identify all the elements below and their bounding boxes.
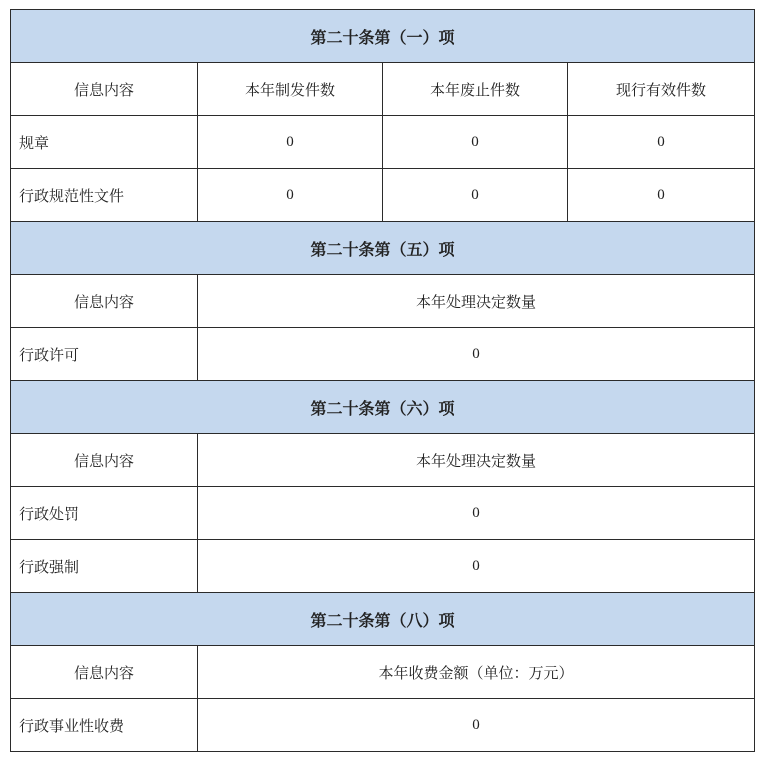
row-label: 行政规范性文件	[11, 169, 198, 222]
table-row	[11, 116, 755, 169]
section-title: 第二十条第（五）项	[11, 222, 755, 275]
header-cell: 信息内容	[11, 434, 198, 487]
header-cell: 信息内容	[11, 646, 198, 699]
table-row	[11, 540, 755, 593]
value-cell: 0	[568, 116, 755, 169]
table-row	[11, 487, 755, 540]
section-title-row	[11, 10, 755, 63]
header-cell: 本年处理决定数量	[198, 275, 755, 328]
row-label: 行政强制	[11, 540, 198, 593]
value-cell: 0	[383, 116, 568, 169]
header-row	[11, 646, 755, 699]
header-cell: 信息内容	[11, 275, 198, 328]
value-cell: 0	[198, 699, 755, 752]
value-cell: 0	[198, 487, 755, 540]
row-label: 规章	[11, 116, 198, 169]
header-cell: 本年收费金额（单位：万元）	[198, 646, 755, 699]
disclosure-table	[10, 9, 755, 752]
header-cell: 本年处理决定数量	[198, 434, 755, 487]
value-cell: 0	[198, 540, 755, 593]
header-row	[11, 275, 755, 328]
value-cell: 0	[568, 169, 755, 222]
section-title: 第二十条第（八）项	[11, 593, 755, 646]
value-cell: 0	[198, 169, 383, 222]
table-row	[11, 169, 755, 222]
row-label: 行政处罚	[11, 487, 198, 540]
value-cell: 0	[198, 116, 383, 169]
section-title-row	[11, 222, 755, 275]
header-cell: 本年制发件数	[198, 63, 383, 116]
table-row	[11, 699, 755, 752]
header-cell: 信息内容	[11, 63, 198, 116]
section-title: 第二十条第（一）项	[11, 10, 755, 63]
value-cell: 0	[198, 328, 755, 381]
header-cell: 本年废止件数	[383, 63, 568, 116]
value-cell: 0	[383, 169, 568, 222]
row-label: 行政许可	[11, 328, 198, 381]
table-row	[11, 328, 755, 381]
header-row	[11, 434, 755, 487]
section-title-row	[11, 593, 755, 646]
section-title: 第二十条第（六）项	[11, 381, 755, 434]
section-title-row	[11, 381, 755, 434]
row-label: 行政事业性收费	[11, 699, 198, 752]
header-row	[11, 63, 755, 116]
header-cell: 现行有效件数	[568, 63, 755, 116]
